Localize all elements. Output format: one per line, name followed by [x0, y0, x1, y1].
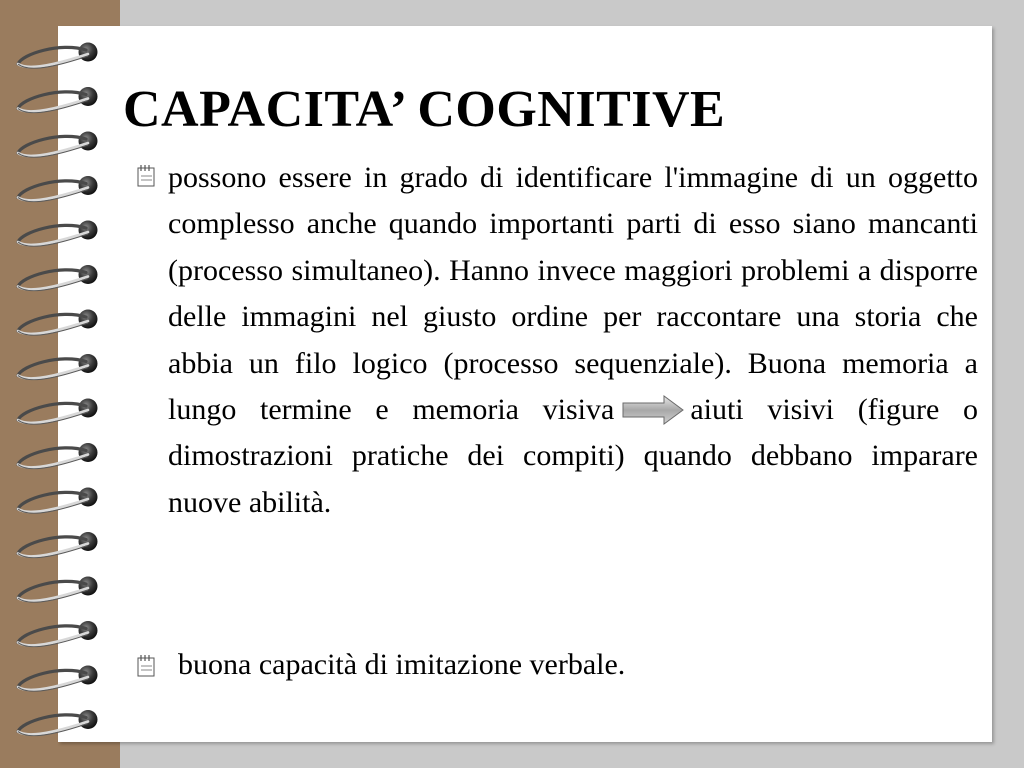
spiral-ring: [18, 354, 98, 380]
spiral-ring: [18, 399, 98, 425]
spiral-ring: [18, 488, 98, 514]
spiral-ring: [18, 666, 98, 692]
spiral-ring: [18, 621, 98, 647]
spiral-ring: [18, 310, 98, 336]
spiral-ring: [18, 443, 98, 469]
bullet-paragraph-1: [168, 155, 978, 526]
bullet-paragraph-2: buona capacità di imitazione verbale.: [178, 648, 626, 681]
spiral-ring: [18, 710, 98, 736]
spiral-ring: [18, 577, 98, 603]
spiral-binding: [0, 0, 110, 768]
bullet-1-text-after: aiuti visivi (figure o dimostrazioni pratiche dei compiti) quando debbano imparare nuove abilità.: [168, 393, 978, 519]
spiral-ring: [18, 176, 98, 202]
notebook-bullet-icon: [132, 652, 162, 682]
right-arrow-icon: [622, 395, 684, 425]
spiral-ring: [18, 532, 98, 558]
notebook-bullet-icon: [132, 162, 162, 192]
bullet-1-text-before: possono essere in grado di identificare l'immagine di un oggetto complesso anche quando importanti parti di esso siano mancanti (processo simultaneo). Hanno invece maggiori problemi a disporre delle immagini nel giusto ordine per raccontare una storia che abbia un filo logico (processo sequenziale). Buona memoria a lungo termine e memoria visiva: [168, 161, 978, 427]
spiral-ring: [18, 132, 98, 158]
spiral-ring: [18, 43, 98, 69]
spiral-ring: [18, 265, 98, 291]
slide-title: CAPACITA’ COGNITIVE: [123, 81, 726, 138]
spiral-ring: [18, 87, 98, 113]
spiral-ring: [18, 221, 98, 247]
